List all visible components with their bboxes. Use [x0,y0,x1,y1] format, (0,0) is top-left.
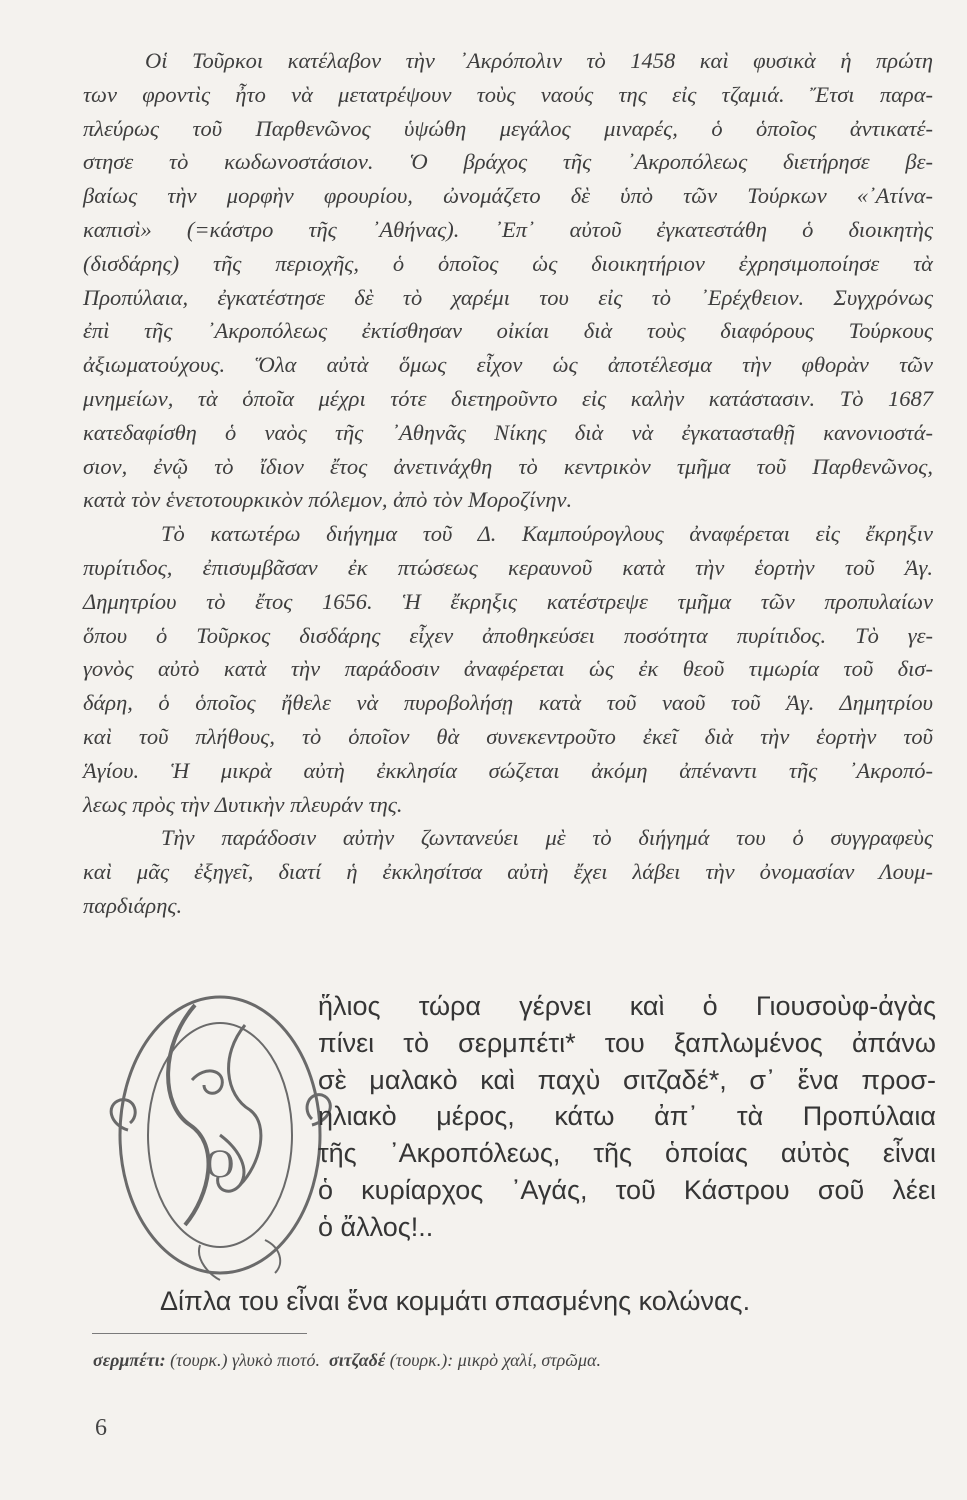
story-line: ὁ κυρίαρχος ᾿Αγάς, τοῦ Κάστρου σοῦ λέει [318,1174,936,1205]
intro-line: Προπύλαια, ἐγκατέστησε δὲ τὸ χαρέμι του εἰς τὸ ᾿Ερέχθειον. Συγχρόνως [83,284,933,310]
intro-line: κατεδαφίσθη ὁ ναὸς τῆς ᾿Αθηνᾶς Νίκης διὰ νὰ ἐγκατασταθῇ κανονιοστά- [83,419,933,445]
footnote [93,1347,933,1373]
story-line: πίνει τὸ σερμπέτι* του ξαπλωμένος ἀπάνω [318,1027,936,1058]
page-number: 6 [95,1415,107,1441]
intro-line: ὅπου ὁ Τοῦρκος δισδάρης εἶχεν ἀποθηκεύσει ποσότητα πυρίτιδος. Τὸ γε- [83,622,933,648]
story-line: σὲ μαλακὸ καὶ παχὺ σιτζαδέ*, σ᾿ ἕνα προσ- [318,1064,936,1095]
footnote-divider [92,1333,307,1334]
footnote-term: σιτζαδέ [328,1350,386,1370]
intro-line: παρδιάρης. [83,892,183,918]
story-line: ἥλιος τώρα γέρνει καὶ ὁ Γιουσοὺφ-ἀγὰς [318,991,936,1021]
intro-line: καπισὶ» (=κάστρο τῆς ᾿Αθήνας). ᾿Επ᾿ αὐτοῦ ἐγκατεστάθη ὁ διοικητὴς [83,216,933,242]
intro-line: βαίως τὴν μορφὴν φρουρίου, ὠνομάζετο δὲ ὑπὸ τῶν Τούρκων «᾿Ατίνα- [83,183,933,209]
intro-line: μνημείων, τὰ ὁποῖα μέχρι τότε διετηροῦντο εἰς καλὴν κατάστασιν. Τὸ 1687 [83,385,933,411]
story-line: τῆς ᾿Ακροπόλεως, τῆς ὁποίας αὐτὸς εἶναι [318,1138,936,1169]
intro-line: κατὰ τὸν ἑνετοτουρκικὸν πόλεμον, ἀπὸ τὸν Μοροζίνην. [83,487,573,513]
story-line: ηλιακὸ μέρος, κάτω ἀπ᾿ τὰ Προπύλαια [318,1101,936,1132]
footnote-term: σερμπέτι: [93,1350,166,1370]
intro-line: Οἱ Τοῦρκοι κατέλαβον τὴν ᾿Ακρόπολιν τὸ 1458 καὶ φυσικὰ ἡ πρώτη [145,48,933,73]
intro-line: λεως πρὸς τὴν Δυτικὴν πλευράν της. [83,791,403,817]
drop-cap-letter: Ο [205,1141,235,1186]
footnote-definition: (τουρκ.): μικρὸ χαλί, στρῶμα. [389,1350,601,1370]
intro-line: καὶ τοῦ πλήθους, τὸ ὁποῖον θὰ συνεκεντροῦτο ἐκεῖ διὰ τὴν ἑορτὴν τοῦ [83,723,933,749]
intro-line: Ἁγίου. Ἡ μικρὰ αὐτὴ ἐκκλησία σώζεται ἀκόμη ἀπέναντι τῆς ᾿Ακροπό- [83,757,933,783]
footnote-definition: (τουρκ.) γλυκὸ πιοτό. [170,1350,320,1370]
intro-line: (δισδάρης) τῆς περιοχῆς, ὁ ὁποῖος ὡς διοικητήριον ἐχρησιμοποίησε τὰ [83,250,933,276]
intro-line: ἀξιωματούχους. Ὅλα αὐτὰ ὅμως εἶχον ὡς ἀποτέλεσμα τὴν φθορὰν τῶν [83,352,933,378]
story-line: ὁ ἄλλος!.. [318,1211,434,1242]
drop-cap-ornament [100,985,340,1285]
intro-line: ἐπὶ τῆς ᾿Ακροπόλεως ἐκτίσθησαν οἰκίαι διὰ τοὺς διαφόρους Τούρκους [83,318,933,344]
intro-line: γονὸς αὐτὸ κατὰ τὴν παράδοσιν ἀναφέρεται ὡς ἐκ θεοῦ τιμωρία τοῦ δισ- [83,656,933,682]
intro-line: πλεύρως τοῦ Παρθενῶνος ὑψώθη μεγάλος μιναρές, ὁ ὁποῖος ἀντικατέ- [83,115,933,141]
intro-line: στησε τὸ κωδωνοστάσιον. Ὁ βράχος τῆς ᾿Ακροπόλεως διετήρησε βε- [83,149,933,175]
story-full-line: Δίπλα του εἶναι ἕνα κομμάτι σπασμένης κολώνας. [160,1286,751,1316]
ornamental-drop-cap [100,985,340,1285]
intro-line: καὶ μᾶς ἐξηγεῖ, διατί ἡ ἐκκλησίτσα αὐτὴ ἔχει λάβει τὴν ὀνομασίαν Λουμ- [83,859,933,885]
intro-line: των φροντὶς ἦτο νὰ μετατρέψουν τοὺς ναούς της εἰς τζαμιά. Ἔτσι παρα- [83,81,933,107]
intro-line: πυρίτιδος, ἐπισυμβᾶσαν ἐκ πτώσεως κεραυνοῦ κατὰ τὴν ἑορτὴν τοῦ Ἁγ. [83,554,933,580]
intro-line: Τὸ κατωτέρω διήγημα τοῦ Δ. Καμπούρογλους ἀναφέρεται εἰς ἔκρηξιν [161,521,933,547]
intro-line: δάρη, ὁ ὁποῖος ἤθελε νὰ πυροβολήσῃ κατὰ τοῦ ναοῦ τοῦ Ἁγ. Δημητρίου [83,690,933,716]
intro-line: Δημητρίου τὸ ἔτος 1656. Ἡ ἔκρηξις κατέστρεψε τμῆμα τῶν προπυλαίων [83,588,933,614]
introduction-text [83,44,933,923]
intro-line: Τὴν παράδοσιν αὐτὴν ζωντανεύει μὲ τὸ διήγημά του ὁ συγγραφεὺς [161,825,933,851]
story-opening [318,988,936,1246]
intro-line: σιον, ἐνῷ τὸ ἴδιον ἔτος ἀνετινάχθη τὸ κεντρικὸν τμῆμα τοῦ Παρθενῶνος, [83,453,933,479]
